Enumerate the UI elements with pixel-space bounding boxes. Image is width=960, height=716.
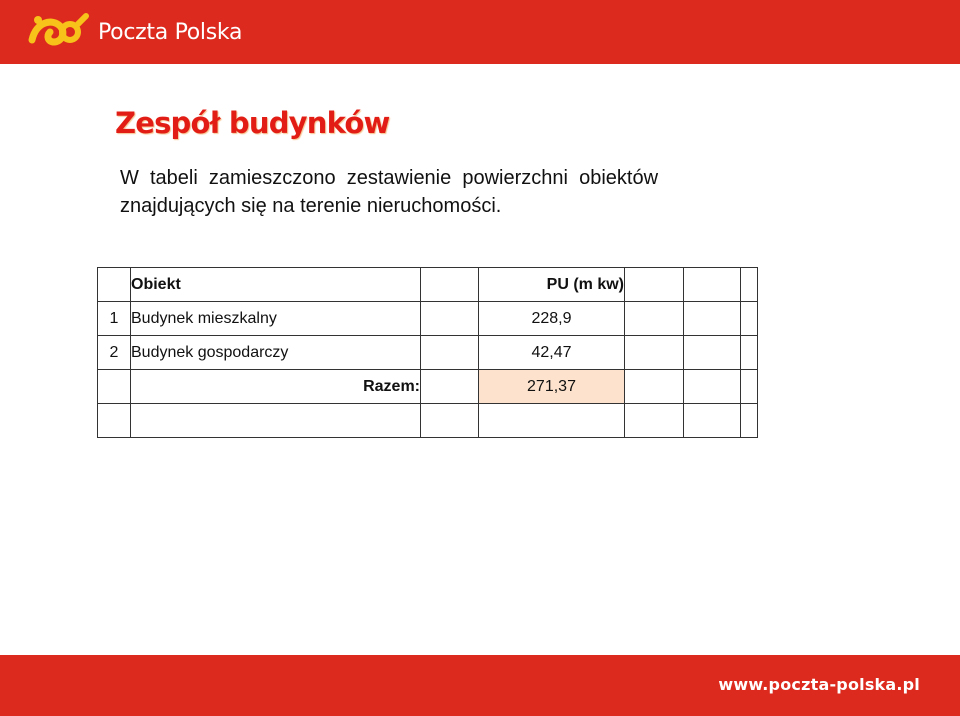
table-cell xyxy=(131,404,421,438)
table-cell xyxy=(421,336,479,370)
intro-text xyxy=(120,164,820,220)
footer-band xyxy=(0,655,960,716)
table-cell xyxy=(741,336,758,370)
pu-value: 228,9 xyxy=(479,302,625,336)
intro-line-2: znajdujących się na terenie nieruchomości. xyxy=(120,195,502,217)
total-label: Razem: xyxy=(131,370,421,404)
table-cell xyxy=(684,404,741,438)
table-cell xyxy=(684,268,741,302)
table-cell xyxy=(625,404,684,438)
column-header-pu: PU (m kw) xyxy=(479,268,625,302)
building-name: Budynek gospodarczy xyxy=(131,336,421,370)
table-cell xyxy=(741,302,758,336)
table-cell xyxy=(625,370,684,404)
footer-url[interactable]: www.poczta-polska.pl xyxy=(718,675,920,694)
pu-value: 42,47 xyxy=(479,336,625,370)
poczta-polska-horn-logo-icon xyxy=(26,10,90,54)
table-cell xyxy=(684,302,741,336)
table-row xyxy=(98,302,758,336)
table-cell xyxy=(421,268,479,302)
table-cell xyxy=(98,268,131,302)
table-cell xyxy=(625,268,684,302)
table-cell xyxy=(98,370,131,404)
slide-title: Zespół budynków xyxy=(115,106,390,140)
table-header-row xyxy=(98,268,758,302)
table-row xyxy=(98,336,758,370)
total-row xyxy=(98,370,758,404)
table-cell xyxy=(421,404,479,438)
intro-line-1: W tabeli zamieszczono zestawienie powierzchni obiektów xyxy=(120,167,659,189)
table-cell xyxy=(479,404,625,438)
table-cell xyxy=(421,370,479,404)
column-header-obiekt: Obiekt xyxy=(131,268,421,302)
table-cell xyxy=(421,302,479,336)
table-cell xyxy=(741,268,758,302)
blank-row xyxy=(98,404,758,438)
brand-logo xyxy=(26,8,242,56)
total-value: 271,37 xyxy=(479,370,625,404)
table-cell xyxy=(625,336,684,370)
table-cell xyxy=(684,370,741,404)
table-cell xyxy=(684,336,741,370)
brand-name: Poczta Polska xyxy=(98,19,243,45)
table-cell xyxy=(741,370,758,404)
row-number: 2 xyxy=(98,336,131,370)
header-bar xyxy=(0,0,960,64)
table-cell xyxy=(625,302,684,336)
building-name: Budynek mieszkalny xyxy=(131,302,421,336)
table-cell xyxy=(741,404,758,438)
row-number: 1 xyxy=(98,302,131,336)
area-table xyxy=(97,267,758,438)
table-cell xyxy=(98,404,131,438)
